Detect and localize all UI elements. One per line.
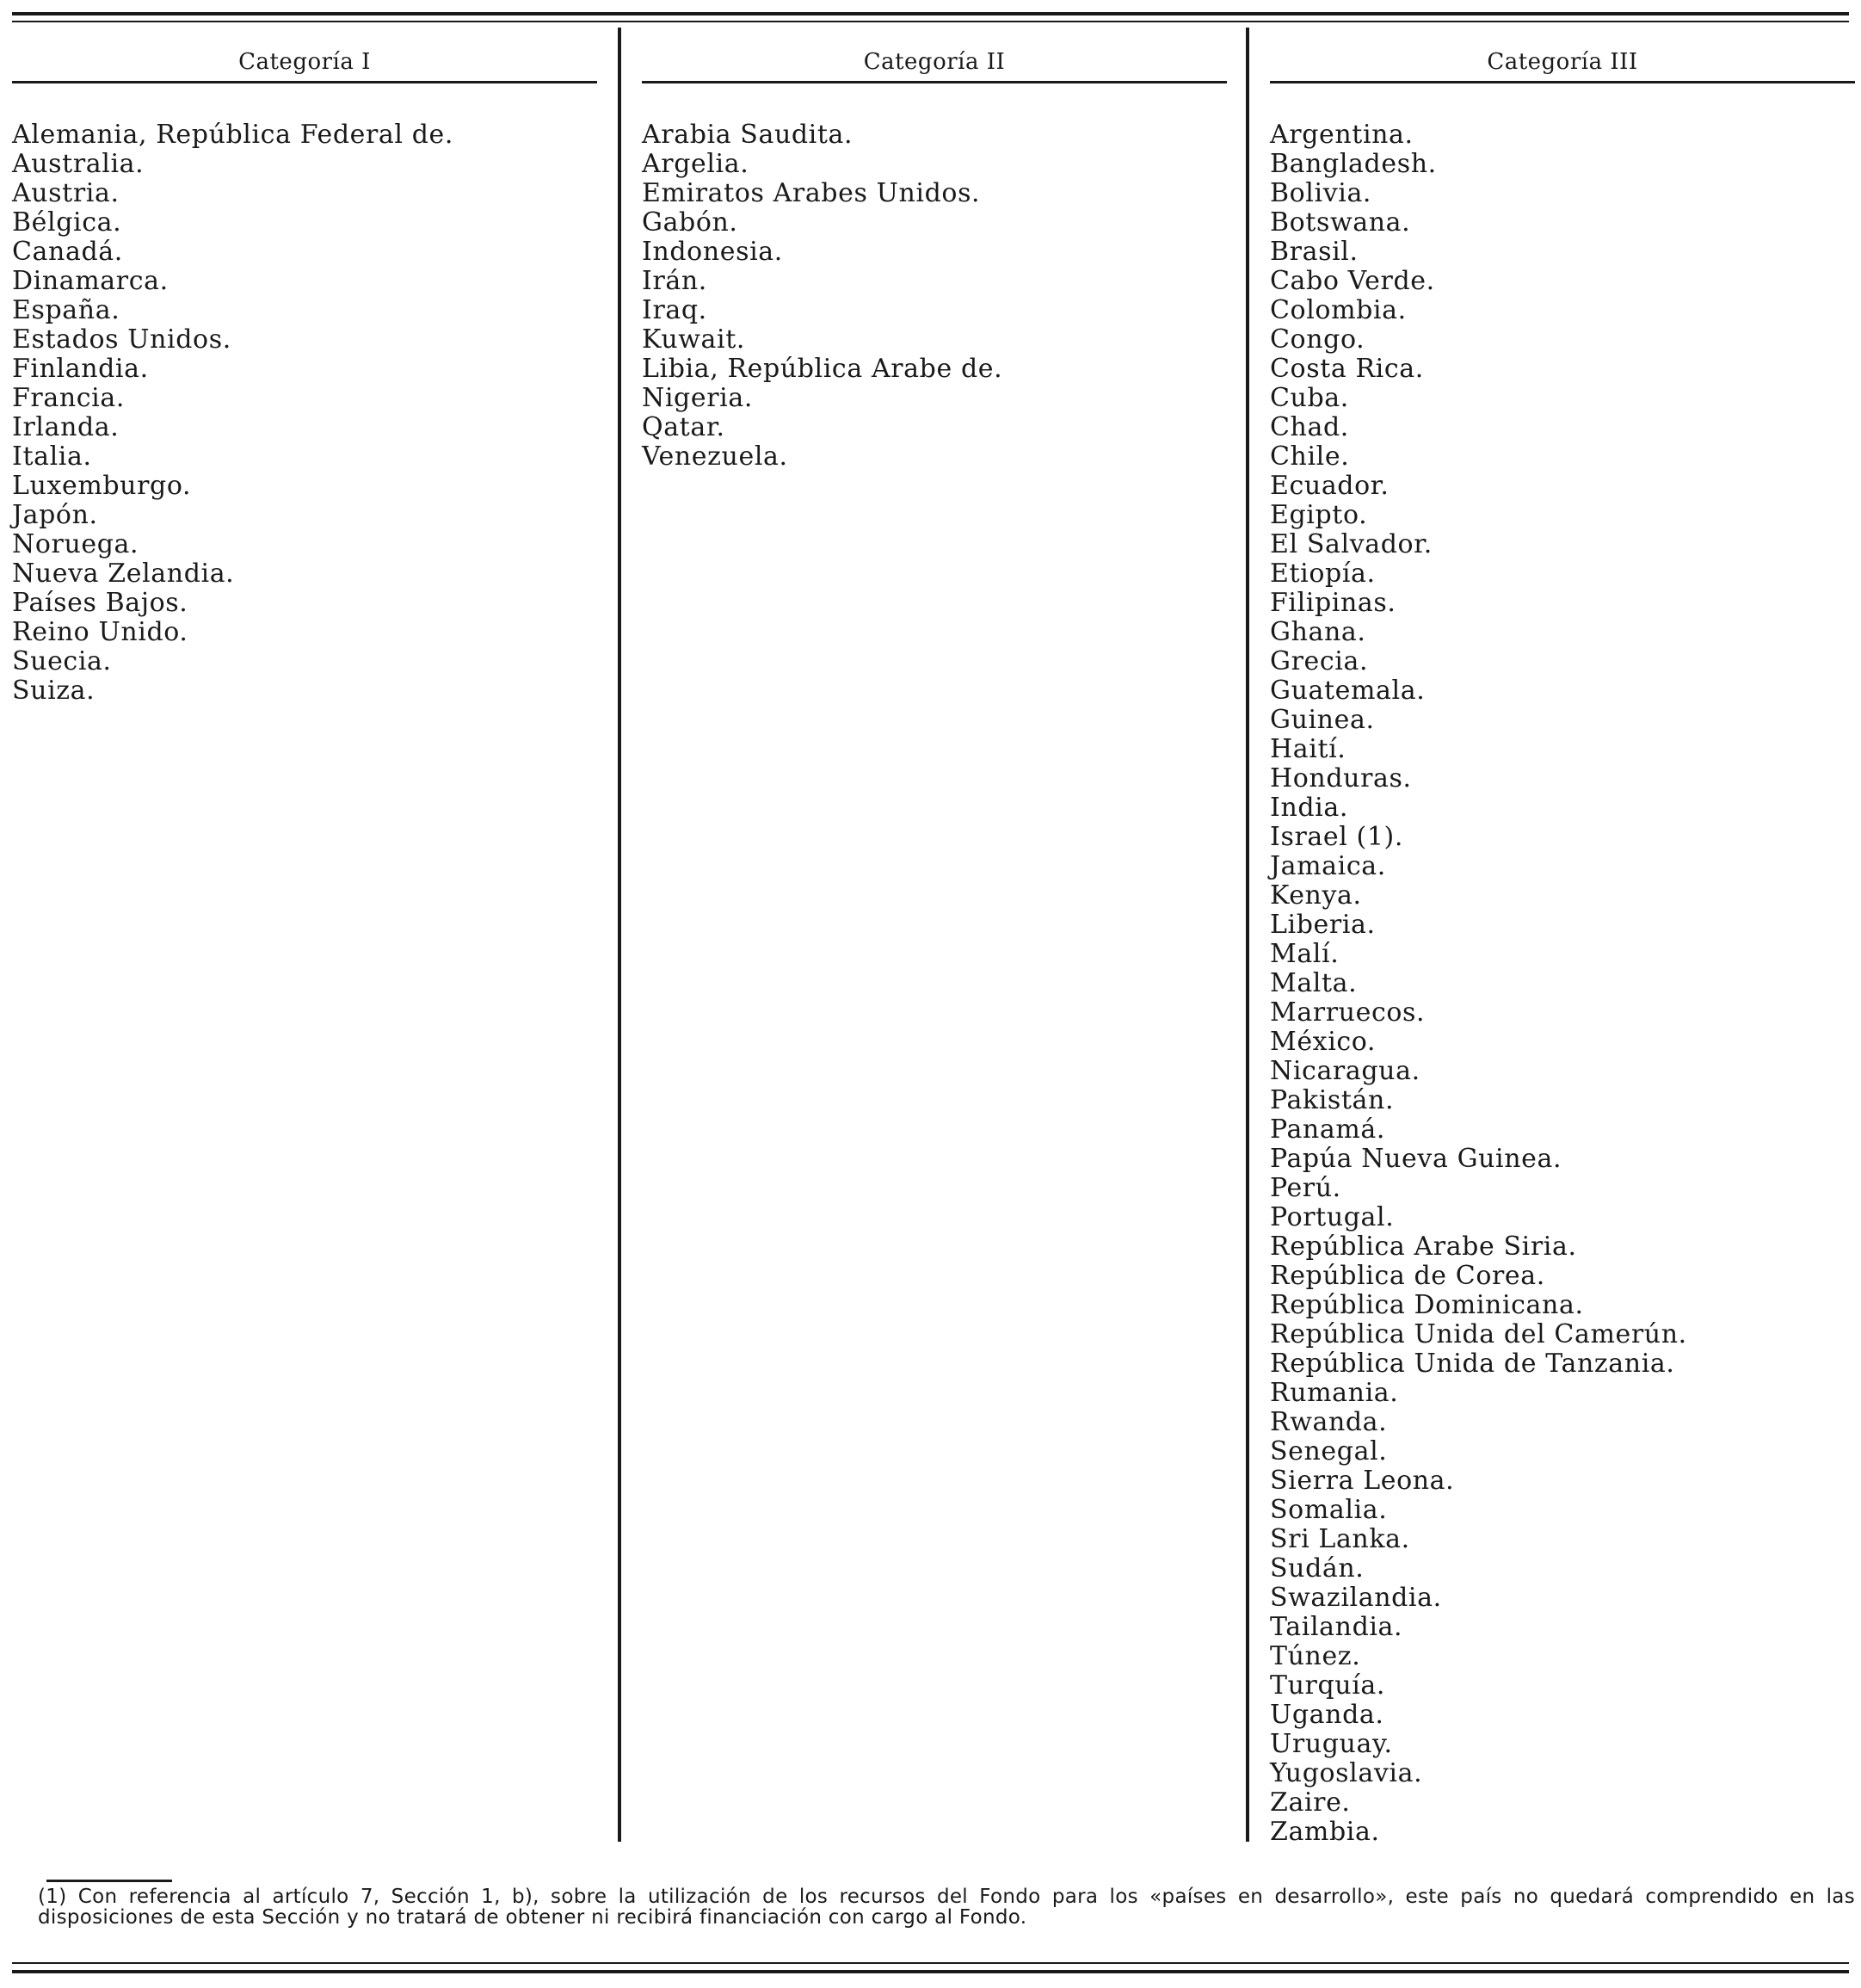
country-item: Congo. [1270, 324, 1365, 355]
country-item: España. [12, 295, 120, 325]
country-item: Zambia. [1270, 1817, 1380, 1847]
bottom-rule-thick [12, 1970, 1849, 1973]
country-item: Noruega. [12, 529, 139, 559]
country-item: Filipinas. [1270, 588, 1396, 618]
country-item: Luxemburgo. [12, 471, 192, 501]
country-item: Gabón. [642, 207, 738, 238]
country-item: Canadá. [12, 237, 123, 267]
column-header-categoria-ii: Categoría II [863, 49, 1006, 75]
country-item: Libia, República Arabe de. [642, 354, 1003, 384]
country-item: República Dominicana. [1270, 1290, 1584, 1320]
country-item: Sierra Leona. [1270, 1466, 1455, 1496]
country-item: Emiratos Arabes Unidos. [642, 178, 981, 208]
country-item: República Unida del Camerún. [1270, 1319, 1687, 1349]
country-item: El Salvador. [1270, 529, 1433, 559]
country-item: Argelia. [642, 149, 749, 179]
column-separator-1 [618, 28, 621, 1842]
country-item: Etiopía. [1270, 559, 1376, 589]
country-item: Argentina. [1270, 120, 1414, 150]
country-item: Honduras. [1270, 763, 1412, 793]
country-item: Rumania. [1270, 1378, 1399, 1408]
country-item: Botswana. [1270, 207, 1411, 238]
country-item: Egipto. [1270, 500, 1368, 530]
country-item: Malta. [1270, 968, 1358, 998]
country-item: Ghana. [1270, 617, 1366, 647]
country-item: Qatar. [642, 412, 725, 442]
country-item: Kuwait. [642, 324, 746, 355]
country-item: Nicaragua. [1270, 1056, 1420, 1086]
country-item: Nueva Zelandia. [12, 559, 235, 589]
country-item: Colombia. [1270, 295, 1407, 325]
country-item: Irán. [642, 266, 707, 296]
country-item: Chad. [1270, 412, 1349, 442]
country-item: Portugal. [1270, 1202, 1395, 1232]
country-item: Países Bajos. [12, 588, 188, 618]
country-item: República de Corea. [1270, 1261, 1545, 1291]
country-list-categoria-iii [1270, 120, 1855, 1847]
country-item: Chile. [1270, 441, 1350, 472]
country-item: Francia. [12, 383, 125, 413]
country-item: Australia. [12, 149, 145, 179]
country-item: Brasil. [1270, 237, 1359, 267]
country-item: Uganda. [1270, 1700, 1384, 1730]
country-item: Liberia. [1270, 910, 1376, 940]
country-item: Tailandia. [1270, 1612, 1403, 1642]
country-item: Grecia. [1270, 646, 1369, 676]
country-item: Irlanda. [12, 412, 120, 442]
country-item: Zaire. [1270, 1787, 1351, 1818]
country-item: República Unida de Tanzania. [1270, 1349, 1675, 1379]
country-item: Venezuela. [642, 441, 788, 472]
country-item: Panamá. [1270, 1114, 1385, 1145]
footnote-rule [46, 1880, 172, 1882]
column-header-categoria-iii: Categoría III [1487, 49, 1638, 75]
country-item: Swazilandia. [1270, 1583, 1442, 1613]
country-item: Ecuador. [1270, 471, 1390, 501]
country-item: Israel (1). [1270, 822, 1403, 852]
country-item: Finlandia. [12, 354, 149, 384]
country-item: Jamaica. [1270, 851, 1386, 881]
country-item: Perú. [1270, 1173, 1341, 1203]
country-item: Costa Rica. [1270, 354, 1424, 384]
country-item: Somalia. [1270, 1495, 1388, 1525]
country-item: México. [1270, 1027, 1377, 1057]
country-item: Cabo Verde. [1270, 266, 1435, 296]
bottom-rule-thin [12, 1962, 1849, 1964]
country-item: Guinea. [1270, 705, 1375, 735]
country-item: Haití. [1270, 734, 1346, 764]
country-item: Malí. [1270, 939, 1340, 969]
country-item: Japón. [12, 500, 98, 530]
country-item: Pakistán. [1270, 1085, 1395, 1115]
country-list-categoria-i [12, 120, 597, 706]
country-item: Sudán. [1270, 1553, 1365, 1584]
country-item: Alemania, República Federal de. [12, 120, 454, 150]
country-item: Bangladesh. [1270, 149, 1437, 179]
country-item: Papúa Nueva Guinea. [1270, 1144, 1562, 1174]
country-item: Iraq. [642, 295, 707, 325]
country-item: Kenya. [1270, 880, 1362, 911]
country-item: Arabia Saudita. [642, 120, 853, 150]
country-item: Cuba. [1270, 383, 1349, 413]
column-header-rule-i [12, 81, 597, 83]
country-list-categoria-ii [642, 120, 1227, 472]
country-item: Estados Unidos. [12, 324, 231, 355]
country-item: India. [1270, 793, 1348, 823]
country-item: Turquía. [1270, 1670, 1386, 1701]
country-item: Yugoslavia. [1270, 1758, 1423, 1788]
country-item: Sri Lanka. [1270, 1524, 1410, 1554]
country-item: Indonesia. [642, 237, 783, 267]
country-item: Guatemala. [1270, 676, 1426, 706]
country-item: Dinamarca. [12, 266, 169, 296]
country-item: Suecia. [12, 646, 112, 676]
country-item: Uruguay. [1270, 1729, 1393, 1759]
country-item: Senegal. [1270, 1436, 1388, 1466]
country-item: Bélgica. [12, 207, 122, 238]
country-item: Bolivia. [1270, 178, 1372, 208]
top-rule-thick [12, 12, 1849, 15]
country-item: República Arabe Siria. [1270, 1232, 1577, 1262]
country-item: Reino Unido. [12, 617, 188, 647]
country-item: Rwanda. [1270, 1407, 1388, 1437]
column-separator-2 [1246, 28, 1249, 1842]
country-item: Túnez. [1270, 1641, 1361, 1671]
country-item: Austria. [12, 178, 120, 208]
top-rule-thin [12, 21, 1849, 22]
column-header-rule-iii [1270, 81, 1855, 83]
column-header-categoria-i: Categoría I [238, 49, 371, 75]
column-header-rule-ii [642, 81, 1227, 83]
country-item: Nigeria. [642, 383, 753, 413]
country-item: Suiza. [12, 676, 96, 706]
country-item: Italia. [12, 441, 92, 472]
footnote-text: (1) Con referencia al artículo 7, Sección 1, b), sobre la utilización de los recursos del Fondo para los «países en desarrollo», este país no quedará comprendido en las disposiciones de esta Sección y no tratará de obtener ni recibirá financiación con cargo al Fondo. [38, 1886, 1855, 1929]
country-item: Marruecos. [1270, 997, 1426, 1028]
